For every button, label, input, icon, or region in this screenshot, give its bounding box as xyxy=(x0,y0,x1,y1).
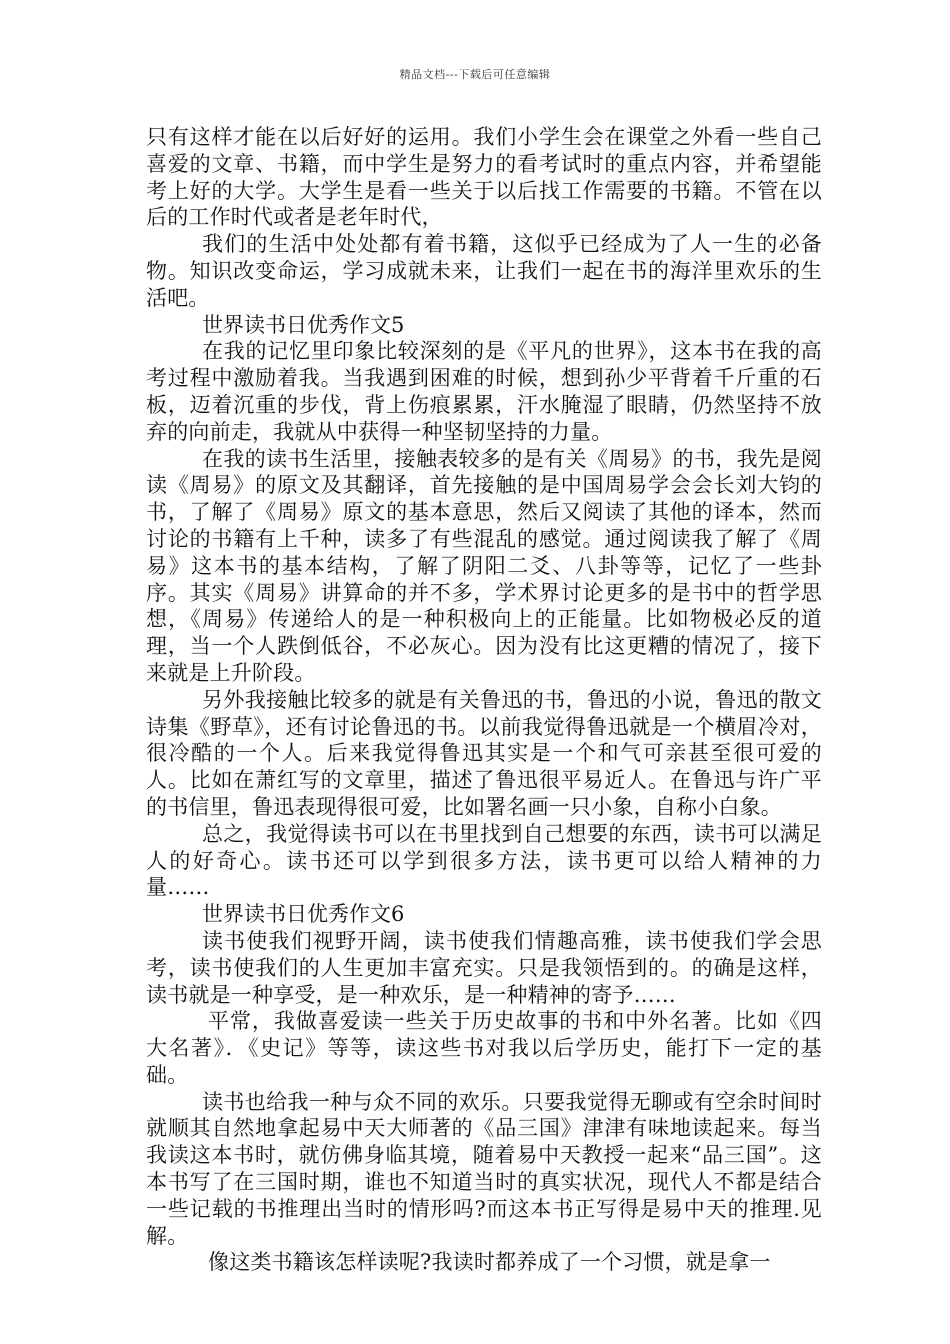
paragraph-2: 我们的生活中处处都有着书籍，这似乎已经成为了人一生的必备物。知识改变命运，学习成就未来，让我们一起在书的海洋里欢乐的生活吧。 xyxy=(146,232,822,310)
document-body xyxy=(146,124,822,1276)
paragraph-5: 另外我接触比较多的就是有关鲁迅的书，鲁迅的小说，鲁迅的散文诗集《野草》，还有讨论鲁迅的书。以前我觉得鲁迅就是一个横眉冷对，很冷酷的一个人。后来我觉得鲁迅其实是一个和气可亲甚至很可爱的人。比如在萧红写的文章里，描述了鲁迅很平易近人。在鲁迅与许广平的书信里，鲁迅表现得很可爱，比如署名画一只小象，自称小白象。 xyxy=(146,687,822,819)
paragraph-8: 平常，我做喜爱读一些关于历史故事的书和中外名著。比如《四大名著》．《史记》等等，读这些书对我以后学历史，能打下一定的基础。 xyxy=(146,1009,822,1087)
paragraph-10: 像这类书籍该怎样读呢?我读时都养成了一个习惯，就是拿一 xyxy=(208,1250,771,1275)
section-title-6: 世界读书日优秀作文6 xyxy=(202,902,405,927)
paragraph-1: 只有这样才能在以后好好的运用。我们小学生会在课堂之外看一些自己喜爱的文章、书籍，而中学生是努力的看考试时的重点内容，并希望能考上好的大学。大学生是看一些关于以后找工作需要的书籍。不管在以后的工作时代或者是老年时代， xyxy=(146,125,822,230)
page-header: 精品文档---下载后可任意编辑 xyxy=(399,68,551,81)
section-title-5: 世界读书日优秀作文5 xyxy=(202,312,405,337)
paragraph-6: 总之，我觉得读书可以在书里找到自己想要的东西，读书可以满足人的好奇心。读书还可以学到很多方法，读书更可以给人精神的力量…… xyxy=(146,821,822,900)
paragraph-4: 在我的读书生活里，接触表较多的是有关《周易》的书，我先是阅读《周易》的原文及其翻译，首先接触的是中国周易学会会长刘大钧的书，了解了《周易》原文的基本意思，然后又阅读了其他的译本，然而讨论的书籍有上千种，读多了有些混乱的感觉。通过阅读我了解了《周易》这本书的基本结构，了解了阴阳二爻、八卦等等，记忆了一些卦序。其实《周易》讲算命的并不多，学术界讨论更多的是书中的哲学思想，《周易》传递给人的是一种积极向上的正能量。比如物极必反的道理，当一个人跌倒低谷，不必灰心。因为没有比这更糟的情况了，接下来就是上升阶段。 xyxy=(146,446,822,685)
paragraph-3: 在我的记忆里印象比较深刻的是《平凡的世界》，这本书在我的高考过程中激励着我。当我遇到困难的时候，想到孙少平背着千斤重的石板，迈着沉重的步伐，背上伤痕累累，汗水腌湿了眼睛，仍然坚持不放弃的向前走，我就从中获得一种坚韧坚持的力量。 xyxy=(146,339,822,444)
paragraph-7: 读书使我们视野开阔，读书使我们情趣高雅，读书使我们学会思考，读书使我们的人生更加丰富充实。只是我领悟到的。的确是这样，读书就是一种享受，是一种欢乐，是一种精神的寄予…… xyxy=(146,928,822,1007)
paragraph-9: 读书也给我一种与众不同的欢乐。只要我觉得无聊或有空余时间时就顺其自然地拿起易中天大师著的《品三国》津津有味地读起来。每当我读这本书时，就仿佛身临其境，随着易中天教授一起来“品三国”。这本书写了在三国时期，谁也不知道当时的真实状况，现代人不都是结合一些记载的书推理出当时的情形吗?而这本书正写得是易中天的推理.见解。 xyxy=(146,1089,822,1248)
